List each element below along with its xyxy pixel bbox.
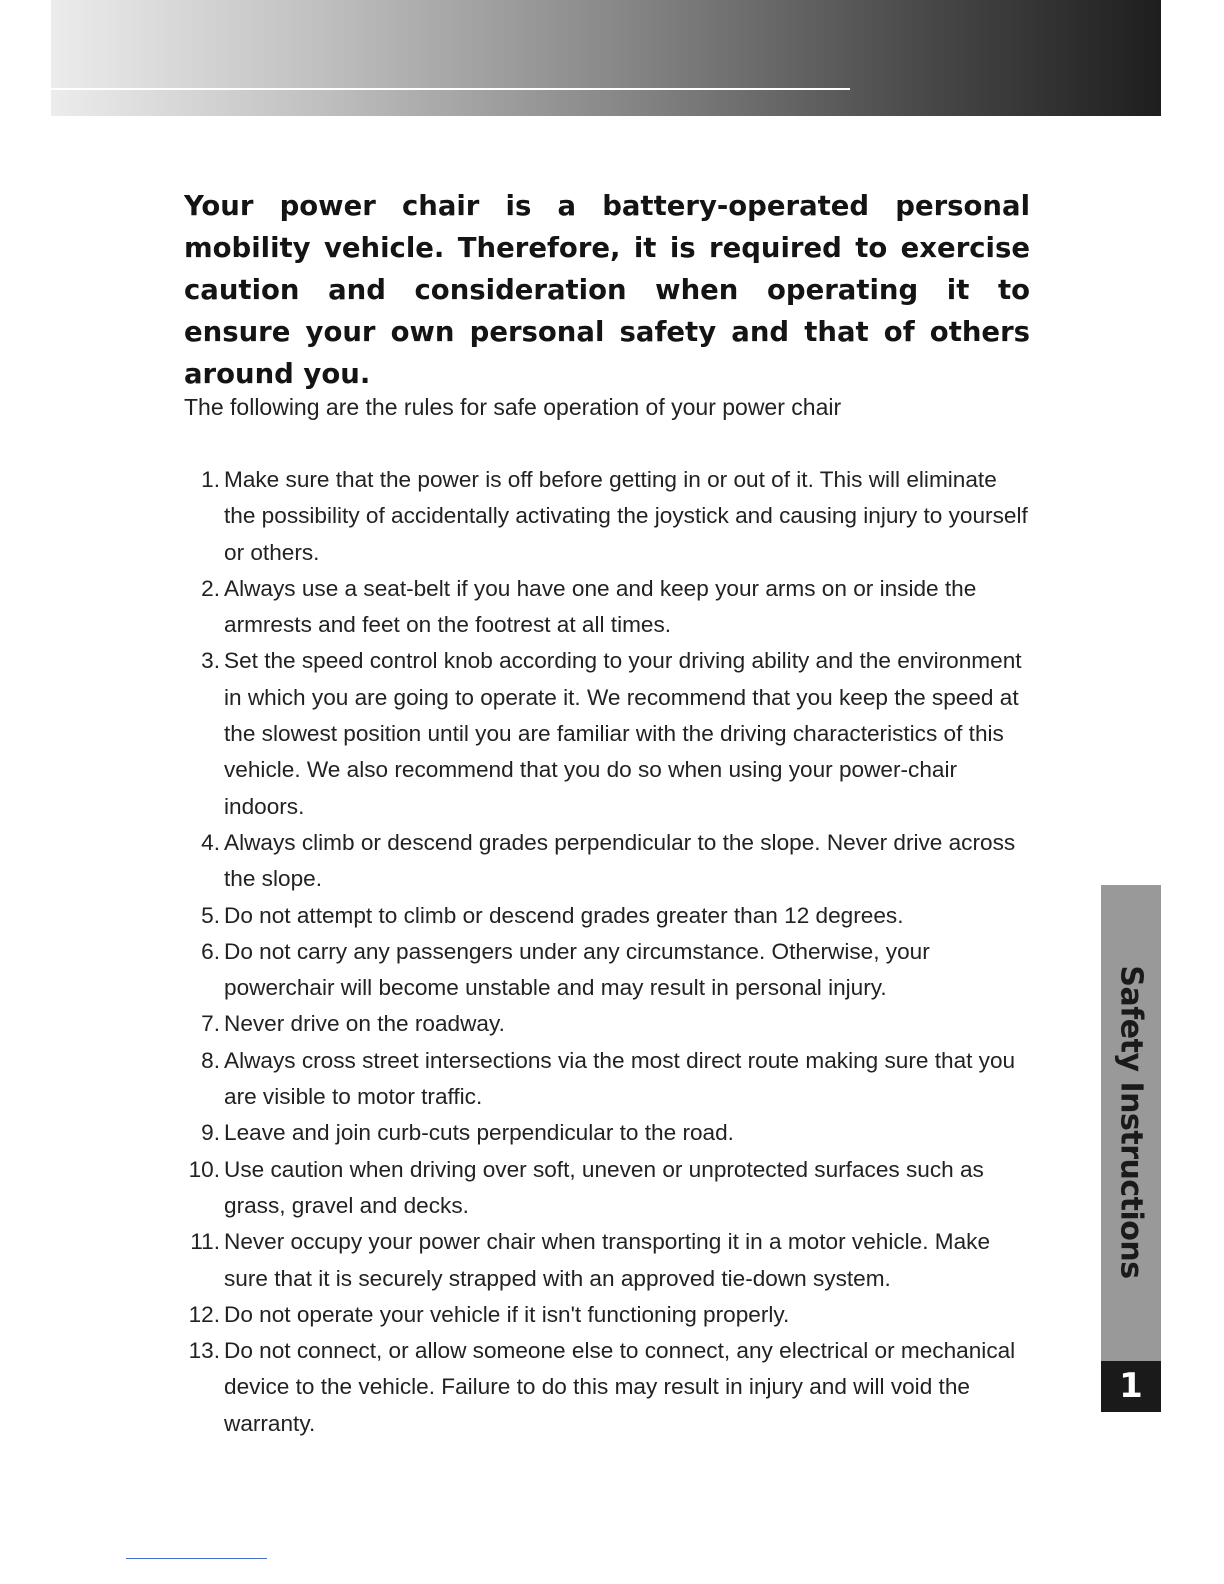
- rule-number: 12.: [188, 1301, 220, 1327]
- rule-number: 6.: [201, 938, 220, 964]
- page-number: 1: [1101, 1361, 1161, 1412]
- rule-number: 1.: [201, 467, 220, 492]
- rule-number: 11.: [190, 1229, 220, 1255]
- rule-text: Use caution when driving over soft, uneven or unprotected surfaces such as grass, gravel and decks.: [224, 1156, 984, 1218]
- list-item: [184, 571, 1030, 644]
- rule-number: 7.: [201, 1011, 220, 1037]
- list-item: [184, 934, 1030, 1007]
- list-item: [184, 1043, 1030, 1116]
- list-item: [184, 1297, 1030, 1333]
- rule-number: 13.: [188, 1338, 220, 1364]
- rule-text: Make sure that the power is off before getting in or out of it. This will eliminate the possibility of accidentally activating the joystick and causing injury to yourself or others.: [224, 467, 1028, 565]
- rule-number: 5.: [201, 902, 220, 928]
- rule-number: 10.: [188, 1156, 220, 1182]
- footer-rule: [126, 1558, 267, 1559]
- rule-text: Do not carry any passengers under any circumstance. Otherwise, your powerchair will become unstable and may result in personal injury.: [224, 938, 930, 1001]
- rule-text: Set the speed control knob according to your driving ability and the environment in which you are going to operate it. We recommend that you keep the speed at the slowest position until you are familiar with the driving characteristics of this vehicle. We also recommend that you do so when using your power-chair indoors.: [224, 648, 1022, 819]
- list-item: [184, 1152, 1030, 1225]
- rule-text: Always cross street intersections via the most direct route making sure that you are visible to motor traffic.: [224, 1047, 1016, 1110]
- section-side-tab-label: Safety Instructions: [1113, 965, 1149, 1279]
- safety-rules-list: [184, 462, 1030, 1442]
- list-item: [184, 825, 1030, 898]
- rule-number: 9.: [201, 1120, 220, 1146]
- rule-text: Do not attempt to climb or descend grades greater than 12 degrees.: [224, 902, 904, 928]
- rule-text: Leave and join curb-cuts perpendicular to the road.: [224, 1120, 734, 1146]
- list-item: [184, 1006, 1030, 1042]
- rule-text: Never drive on the roadway.: [224, 1011, 505, 1037]
- rule-number: 3.: [201, 648, 220, 674]
- list-item: [184, 462, 1030, 571]
- list-item: [184, 643, 1030, 824]
- rule-number: 4.: [201, 829, 220, 855]
- list-item: [184, 898, 1030, 934]
- rule-text: Do not operate your vehicle if it isn't functioning properly.: [224, 1301, 790, 1327]
- rule-text: Always use a seat-belt if you have one and keep your arms on or inside the armrests and feet on the footrest at all times.: [224, 575, 977, 638]
- rule-number: 8.: [201, 1047, 220, 1073]
- header-banner: [51, 0, 1161, 116]
- rule-text: Never occupy your power chair when transporting it in a motor vehicle. Make sure that it is securely strapped with an approved tie-down system.: [224, 1229, 991, 1291]
- list-item: [184, 1115, 1030, 1151]
- list-item: [184, 1333, 1030, 1442]
- rules-lead-text: The following are the rules for safe operation of your power chair: [184, 394, 842, 420]
- rule-number: 2.: [201, 575, 220, 601]
- intro-paragraph: Your power chair is a battery-operated personal mobility vehicle. Therefore, it is required to exercise caution and consideration when operating it to ensure your own personal safety and that of others around you.: [184, 190, 1030, 390]
- header-rule: [51, 88, 850, 90]
- list-item: [184, 1224, 1030, 1297]
- rule-text: Do not connect, or allow someone else to connect, any electrical or mechanical device to the vehicle. Failure to do this may result in injury and will void the warranty.: [224, 1338, 1016, 1436]
- rule-text: Always climb or descend grades perpendicular to the slope. Never drive across the slope.: [224, 829, 1016, 892]
